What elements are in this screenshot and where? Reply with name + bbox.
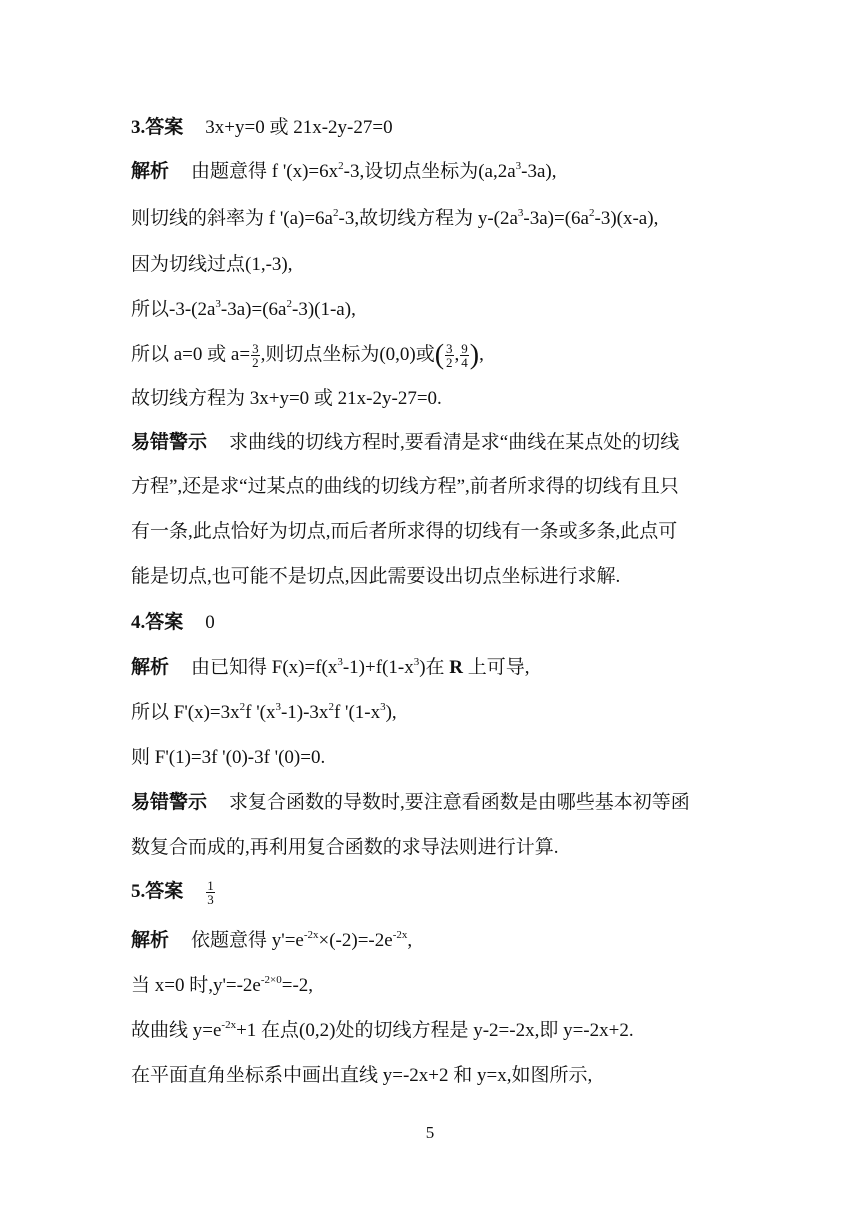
q4-warning-line-2 xyxy=(131,835,559,861)
q5-analysis-line-4 xyxy=(131,1063,592,1089)
text-run: -3a)=(6a xyxy=(523,208,589,229)
text-run: 则 F'(1)=3f '(0)-3f '(0)=0. xyxy=(131,747,326,768)
text-run: , xyxy=(407,930,413,951)
q3-analysis-line-3 xyxy=(131,252,292,278)
text-run: 求复合函数的导数时,要注意看函数是由哪些基本初等函 xyxy=(229,792,690,813)
q3-warning-line-4 xyxy=(131,564,620,590)
text-run: 由题意得 f '(x)=6x xyxy=(191,161,339,182)
q3-analysis-line-4 xyxy=(131,297,356,323)
text-run: -3,设切点坐标为(a,2a xyxy=(343,161,516,182)
text-run: 依题意得 y'=e xyxy=(191,930,304,951)
q4-answer-value: 0 xyxy=(205,612,215,633)
fraction-denominator: 4 xyxy=(461,355,468,371)
left-paren: ( xyxy=(434,339,445,371)
superscript: -2x xyxy=(221,1019,237,1031)
superscript: -2x xyxy=(392,929,408,941)
fraction-denominator: 2 xyxy=(446,355,453,371)
text-run: ), xyxy=(385,702,397,723)
text-run: , xyxy=(479,344,484,365)
text-run: -3)(1-a), xyxy=(292,299,356,320)
text-run: 则切线的斜率为 f '(a)=6a xyxy=(131,208,333,229)
text-run: 上可导, xyxy=(467,657,530,678)
q3-warning-line-1 xyxy=(131,430,679,456)
text-run: 由已知得 F(x)=f(x xyxy=(191,657,338,678)
text-run: ×(-2)=-2e xyxy=(318,930,393,951)
superscript: 2 xyxy=(239,701,246,713)
q3-analysis-label: 解析 xyxy=(131,161,170,182)
superscript: 2 xyxy=(338,160,344,172)
text-run: =-2, xyxy=(281,975,314,996)
fraction-numerator: 3 xyxy=(446,341,453,357)
text-run: f '(x xyxy=(245,702,276,723)
superscript: 2 xyxy=(333,207,339,219)
q3-answer-label: 3.答案 xyxy=(131,117,184,138)
text-run: 能是切点,也可能不是切点,因此需要设出切点坐标进行求解. xyxy=(131,566,621,587)
text-run: 故切线方程为 3x+y=0 或 21x-2y-27=0. xyxy=(131,388,442,409)
fraction-denominator: 2 xyxy=(252,355,259,371)
q3-warning-line-3 xyxy=(131,519,677,545)
text-run: 在平面直角坐标系中画出直线 y=-2x+2 和 y=x,如图所示, xyxy=(131,1065,593,1086)
text-run: 有一条,此点恰好为切点,而后者所求得的切线有一条或多条,此点可 xyxy=(131,521,678,542)
superscript: 3 xyxy=(275,701,281,713)
text-run: 当 x=0 时,y'=-2e xyxy=(131,975,261,996)
q5-answer-fraction xyxy=(206,879,215,906)
q4-answer-line xyxy=(131,610,215,636)
text-run: 数复合而成的,再利用复合函数的求导法则进行计算. xyxy=(131,837,559,858)
q3-analysis-line-2 xyxy=(131,206,658,232)
text-run: -3a), xyxy=(521,161,557,182)
text-run: 所以 a=0 或 a= xyxy=(131,344,251,365)
superscript: 2 xyxy=(589,207,595,219)
q3-analysis-line-1 xyxy=(131,159,557,185)
text-run: ,则切点坐标为(0,0)或 xyxy=(260,344,435,365)
fraction-denominator: 3 xyxy=(207,892,214,908)
text-run: f '(1-x xyxy=(333,702,381,723)
fraction-numerator: 3 xyxy=(252,341,259,357)
q5-analysis-line-3 xyxy=(131,1018,634,1044)
fraction xyxy=(251,342,260,369)
text-run: -1)-3x xyxy=(280,702,329,723)
fraction xyxy=(445,342,454,369)
q5-analysis-label: 解析 xyxy=(131,930,170,951)
q4-warning-line-1 xyxy=(131,790,690,816)
page-number: 5 xyxy=(425,1123,435,1142)
q4-analysis-label: 解析 xyxy=(131,657,170,678)
text-run: )在 xyxy=(419,657,445,678)
text-run: -3a)=(6a xyxy=(220,299,287,320)
text-run: 所以 F'(x)=3x xyxy=(131,702,240,723)
q3-warning-label: 易错警示 xyxy=(131,432,208,453)
text-run: -1)+f(1-x xyxy=(342,657,414,678)
superscript: 3 xyxy=(515,160,522,172)
comma: , xyxy=(454,344,460,365)
superscript: 2 xyxy=(328,701,334,713)
q5-answer-line xyxy=(131,879,216,906)
text-run: 方程”,还是求“过某点的曲线的切线方程”,前者所求得的切线有且只 xyxy=(131,476,679,497)
text-run: 因为切线过点(1,-3), xyxy=(131,254,293,275)
superscript: 3 xyxy=(215,298,221,310)
real-numbers-symbol: R xyxy=(449,657,464,678)
superscript: 3 xyxy=(337,656,343,668)
q3-answer-value: 3x+y=0 或 21x-2y-27=0 xyxy=(205,117,393,138)
q5-analysis-line-1 xyxy=(131,928,412,954)
right-paren: ) xyxy=(469,339,480,371)
q4-analysis-line-3 xyxy=(131,745,325,771)
q3-analysis-line-6 xyxy=(131,386,442,412)
text-run: 故曲线 y=e xyxy=(131,1020,222,1041)
q3-warning-line-2 xyxy=(131,474,679,500)
fraction-numerator: 1 xyxy=(207,878,214,894)
q5-analysis-line-2 xyxy=(131,973,313,999)
superscript: -2×0 xyxy=(260,974,282,986)
q4-analysis-line-2 xyxy=(131,700,397,726)
superscript: 3 xyxy=(413,656,420,668)
q4-analysis-line-1 xyxy=(131,655,530,681)
superscript: 3 xyxy=(517,207,524,219)
text-run: 求曲线的切线方程时,要看清是求“曲线在某点处的切线 xyxy=(229,432,680,453)
q3-answer-line xyxy=(131,115,393,141)
superscript: 3 xyxy=(380,701,386,713)
text-run: -3,故切线方程为 y-(2a xyxy=(338,208,518,229)
fraction xyxy=(460,342,469,369)
q3-analysis-line-5 xyxy=(131,339,484,371)
text-run: 所以-3-(2a xyxy=(131,299,216,320)
superscript: -2x xyxy=(303,929,319,941)
q5-answer-label: 5.答案 xyxy=(131,881,184,902)
q4-warning-label: 易错警示 xyxy=(131,792,208,813)
fraction-numerator: 9 xyxy=(461,341,468,357)
text-run: +1 在点(0,2)处的切线方程是 y-2=-2x,即 y=-2x+2. xyxy=(236,1020,634,1041)
q4-answer-label: 4.答案 xyxy=(131,612,184,633)
text-run: -3)(x-a), xyxy=(594,208,659,229)
superscript: 2 xyxy=(286,298,292,310)
